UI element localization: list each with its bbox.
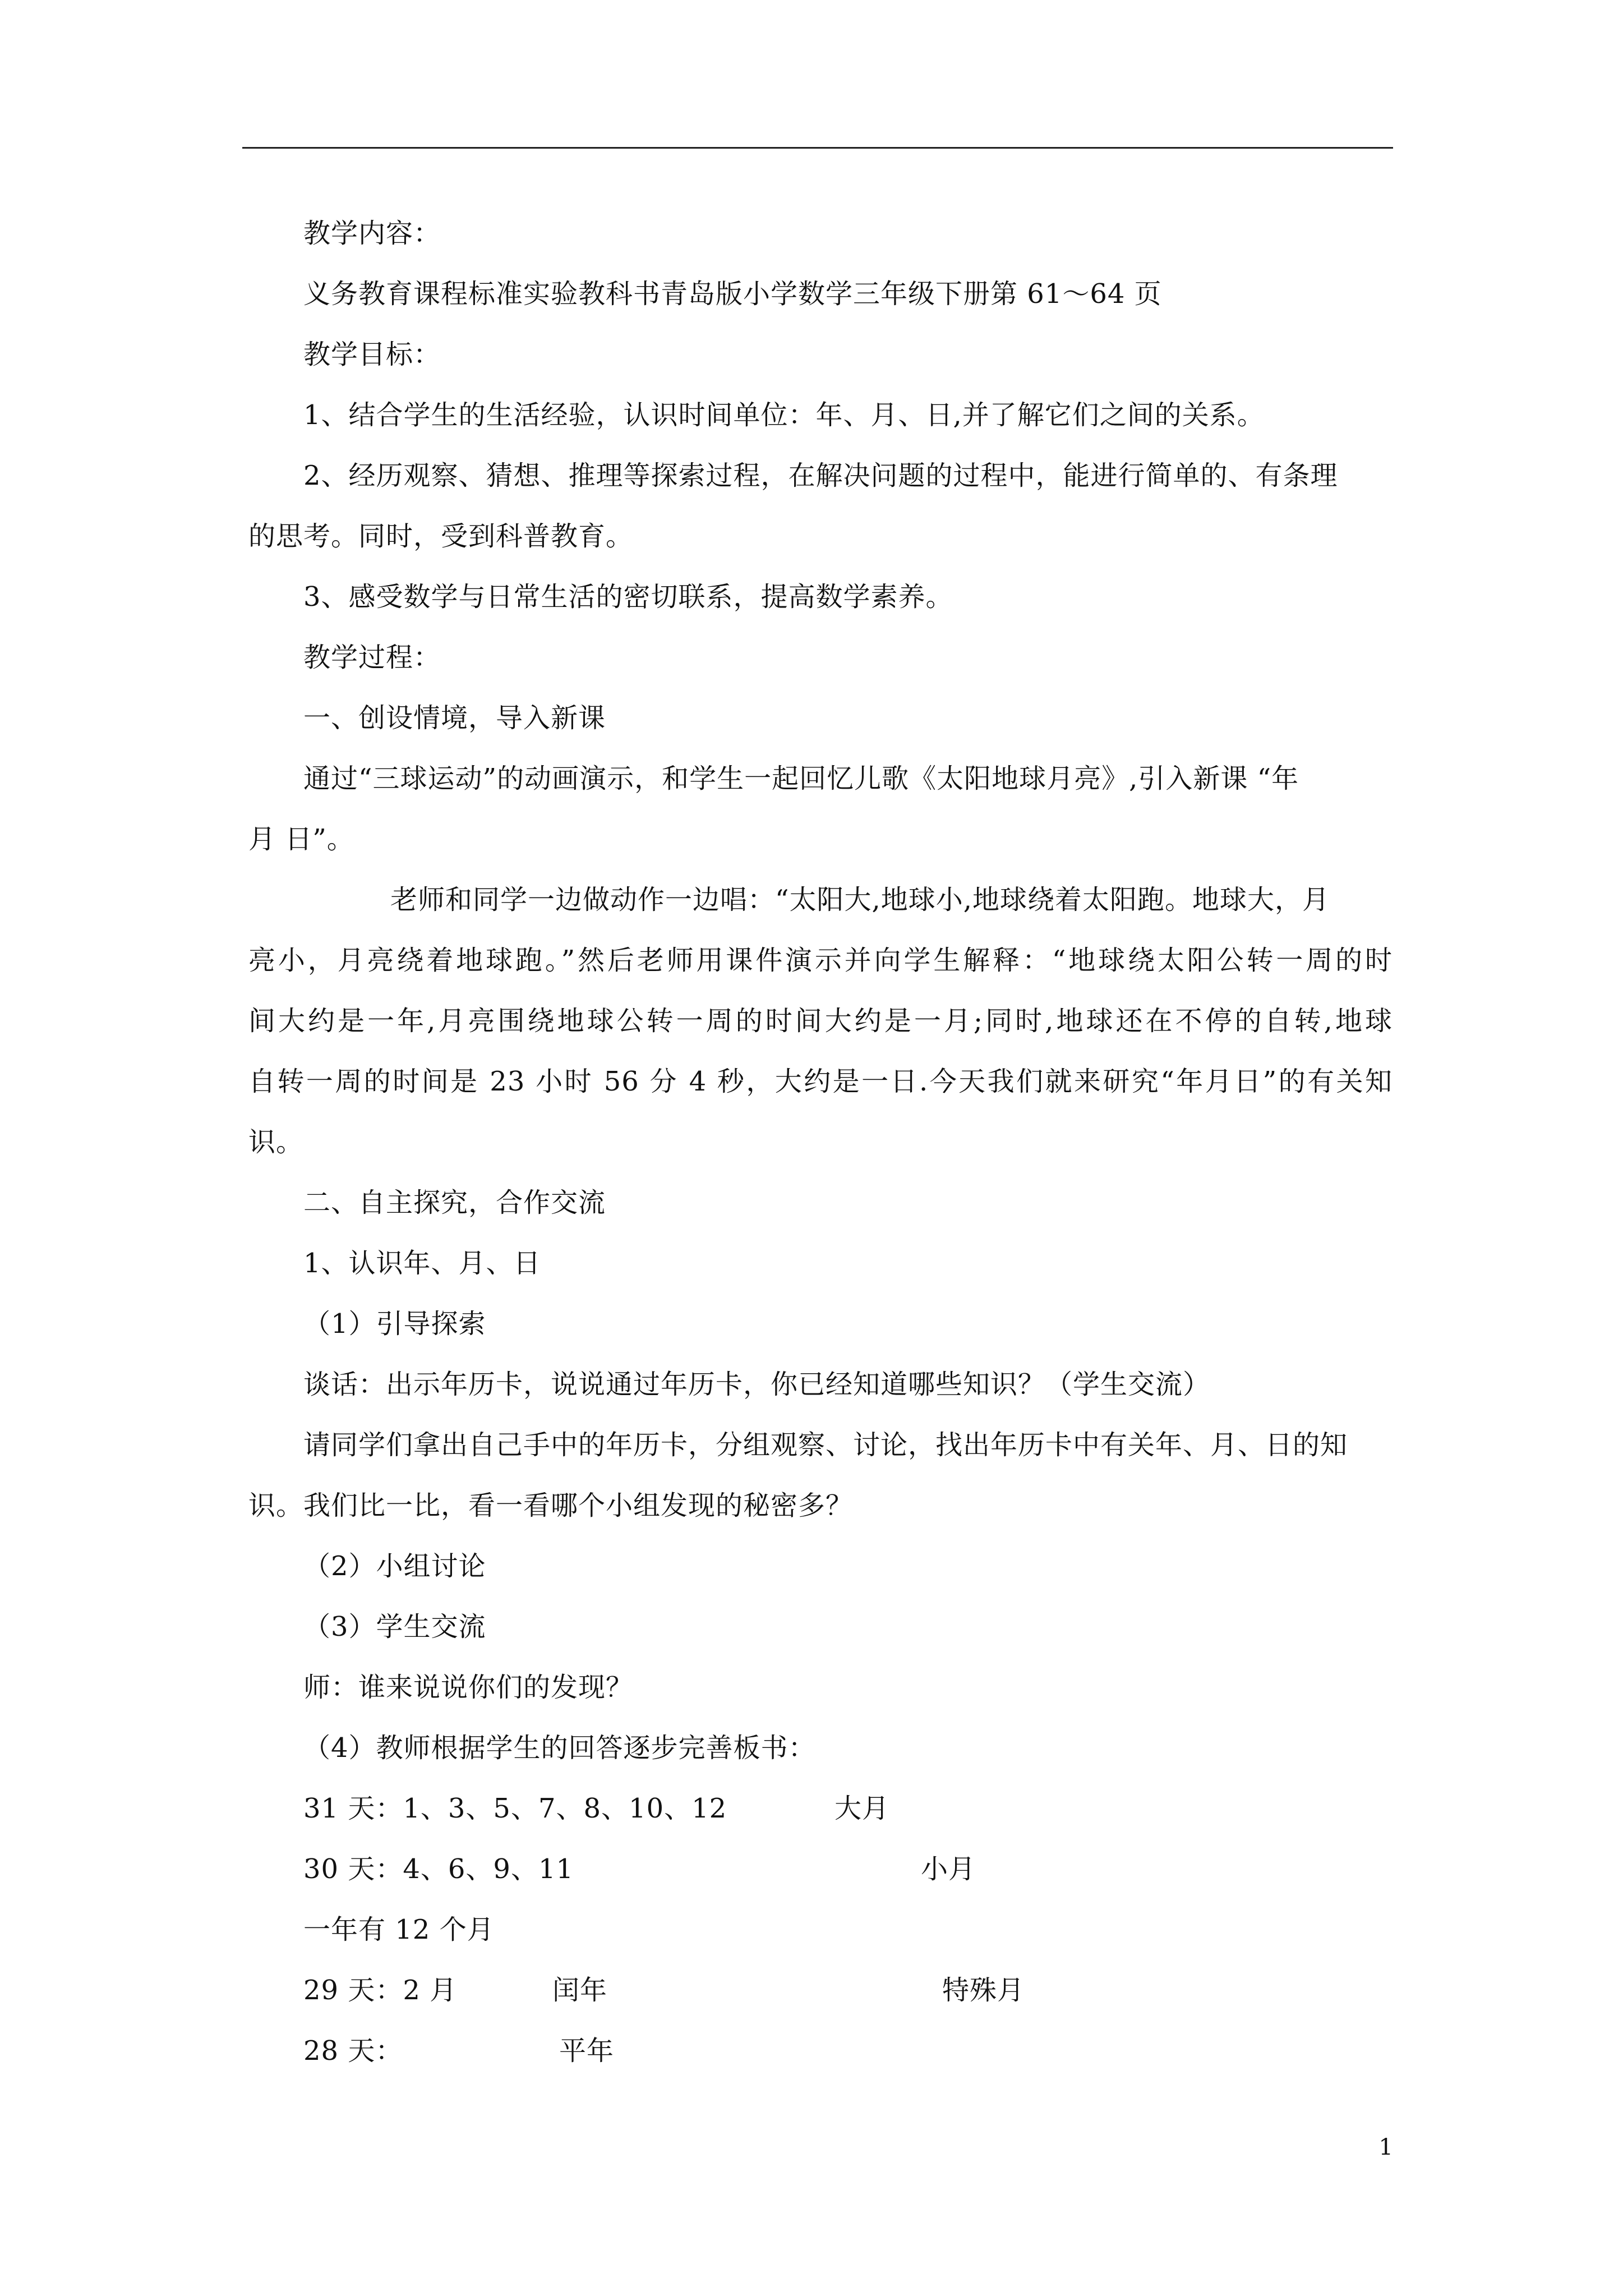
goal-2-line-2: 的思考。同时，受到科普教育。	[248, 521, 634, 552]
board-30-days: 30 天：4、6、9、11	[303, 1853, 574, 1885]
step-4-heading: （4）教师根据学生的回答逐步完善板书：	[303, 1732, 816, 1764]
song-paragraph-line-4: 自转一周的时间是 23 小时 56 分 4 秒，大约是一日.今天我们就来研究“年月日”的有关知	[248, 1066, 1393, 1097]
teacher-question: 师：谁来说说你们的发现？	[303, 1672, 634, 1703]
intro-paragraph-line-2: 月 日”。	[248, 823, 354, 855]
group-task-line-2: 识。我们比一比，看一看哪个小组发现的秘密多？	[248, 1490, 854, 1521]
step-3-heading: （3）学生交流	[303, 1611, 486, 1642]
header-rule	[242, 147, 1393, 149]
board-small-month: 小月	[921, 1853, 976, 1885]
goal-2-line-1: 2、经历观察、猜想、推理等探索过程，在解决问题的过程中，能进行简单的、有条理	[303, 460, 1338, 491]
song-paragraph-line-5: 识。	[248, 1126, 304, 1158]
intro-paragraph-line-1: 通过“三球运动”的动画演示，和学生一起回忆儿歌《太阳地球月亮》,引入新课 “年	[303, 763, 1299, 794]
song-paragraph-line-1: 老师和同学一边做动作一边唱：“太阳大,地球小,地球绕着太阳跑。地球大，月	[390, 884, 1330, 915]
step-1-heading: （1）引导探索	[303, 1308, 486, 1340]
talk-paragraph: 谈话：出示年历卡，说说通过年历卡，你已经知道哪些知识？（学生交流）	[303, 1369, 1211, 1400]
board-leap-year: 闰年	[552, 1975, 608, 2006]
board-twelve-months: 一年有 12 个月	[303, 1914, 495, 1945]
group-task-line-1: 请同学们拿出自己手中的年历卡，分组观察、讨论，找出年历卡中有关年、月、日的知	[303, 1429, 1348, 1461]
section-1-heading: 一、创设情境，导入新课	[303, 702, 606, 734]
board-28-days: 28 天：	[303, 2035, 403, 2067]
song-paragraph-line-2: 亮小，月亮绕着地球跑。”然后老师用课件演示并向学生解释：“地球绕太阳公转一周的时	[248, 945, 1393, 976]
goal-1: 1、结合学生的生活经验，认识时间单位：年、月、日,并了解它们之间的关系。	[303, 399, 1265, 431]
heading-teaching-content: 教学内容：	[303, 218, 441, 249]
board-31-days: 31 天：1、3、5、7、8、10、12	[303, 1793, 727, 1824]
step-2-heading: （2）小组讨论	[303, 1550, 486, 1582]
heading-teaching-goals: 教学目标：	[303, 339, 441, 370]
song-paragraph-line-3: 间大约是一年,月亮围绕地球公转一周的时间大约是一月;同时,地球还在不停的自转,地球	[248, 1005, 1393, 1037]
subsection-1-heading: 1、认识年、月、日	[303, 1248, 541, 1279]
board-special-month: 特殊月	[942, 1975, 1025, 2006]
board-big-month: 大月	[834, 1793, 890, 1824]
section-2-heading: 二、自主探究，合作交流	[303, 1187, 606, 1218]
board-common-year: 平年	[559, 2035, 615, 2067]
goal-3: 3、感受数学与日常生活的密切联系，提高数学素养。	[303, 581, 953, 613]
page-number: 1	[1378, 2134, 1393, 2160]
board-29-days: 29 天：2 月	[303, 1975, 458, 2006]
heading-teaching-process: 教学过程：	[303, 642, 441, 673]
textbook-reference: 义务教育课程标准实验教科书青岛版小学数学三年级下册第 61～64 页	[303, 278, 1162, 310]
